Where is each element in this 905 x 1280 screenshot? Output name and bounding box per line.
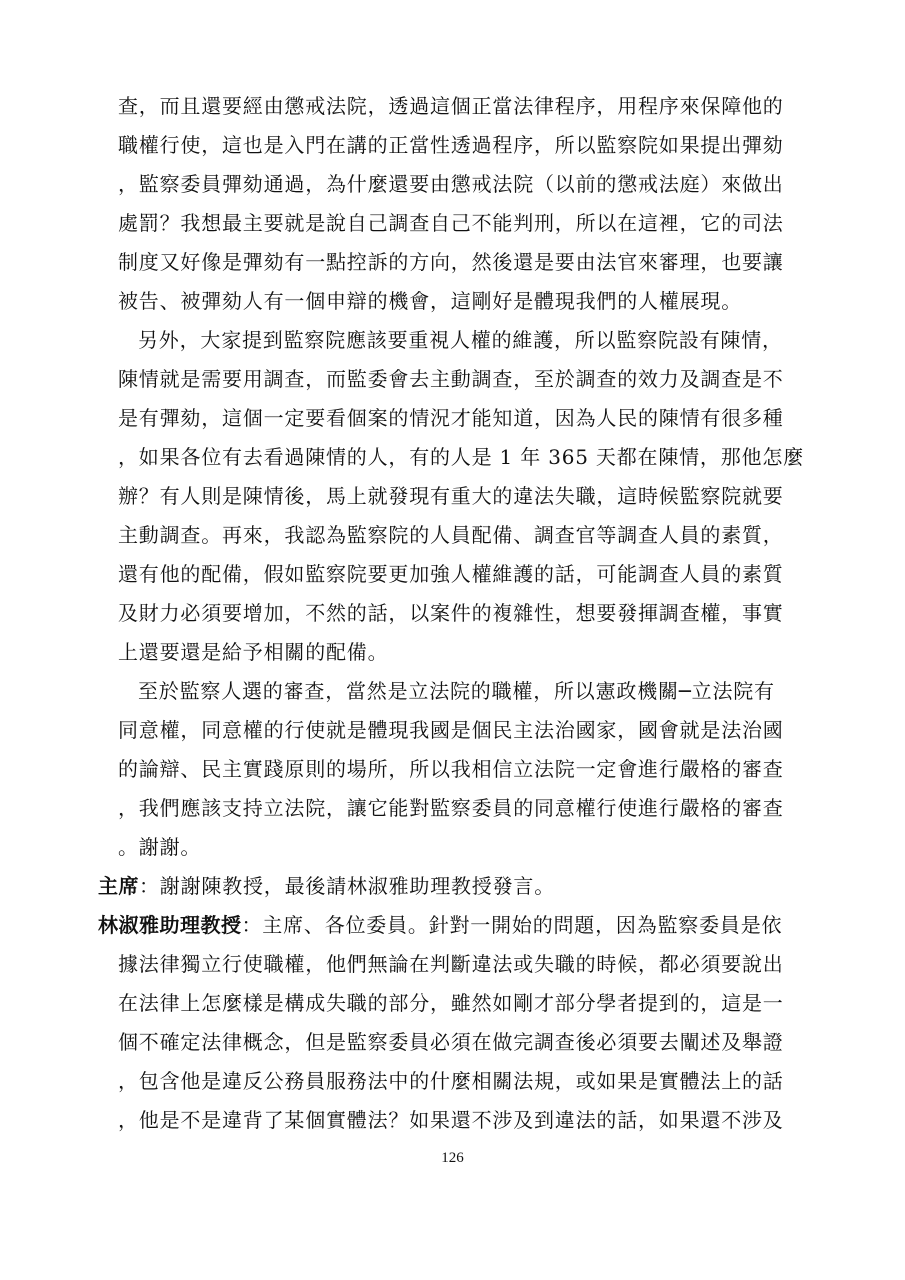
paragraph-line: 的論辯、民主實踐原則的場所，所以我相信立法院一定會進行嚴格的審查	[118, 757, 784, 781]
paragraph-line: 另外，大家提到監察院應該要重視人權的維護，所以監察院設有陳情，	[138, 328, 783, 352]
paragraph-line: 還有他的配備，假如監察院要更加強人權維護的話，可能調查人員的素質	[118, 562, 784, 586]
chair-turn	[98, 872, 555, 900]
paragraph-line: 處罰？我想最主要就是說自己調查自己不能判刑，所以在這裡，它的司法	[118, 211, 784, 235]
page-number: 126	[441, 1150, 464, 1166]
paragraph-line: ，如果各位有去看過陳情的人，有的人是 1 年 365 天都在陳情，那他怎麼	[118, 445, 804, 469]
paragraph-line: 至於監察人選的審查，當然是立法院的職權，所以憲政機關─立法院有	[138, 679, 775, 703]
paragraph-line: 在法律上怎麼樣是構成失職的部分，雖然如剛才部分學者提到的，這是一	[118, 991, 784, 1015]
speech-text: ：主席、各位委員。針對一開始的問題，因為監察委員是依	[241, 913, 783, 937]
paragraph-line: 陳情就是需要用調查，而監委會去主動調查，至於調查的效力及調查是不	[118, 367, 784, 391]
paragraph-line: 及財力必須要增加，不然的話，以案件的複雜性，想要發揮調查權，事實	[118, 601, 784, 625]
paragraph-line: 上還要還是給予相關的配備。	[118, 640, 389, 664]
paragraph-line: ，他是不是違背了某個實體法？如果還不涉及到違法的話，如果還不涉及	[118, 1108, 784, 1132]
speaker-name: 林淑雅助理教授	[98, 913, 242, 937]
lin-turn-first-line	[98, 911, 782, 939]
paragraph-line: ，監察委員彈劾通過，為什麼還要由懲戒法院（以前的懲戒法庭）來做出	[118, 172, 784, 196]
paragraph-line: 是有彈劾，這個一定要看個案的情況才能知道，因為人民的陳情有很多種	[118, 406, 784, 430]
paragraph-line: ，我們應該支持立法院，讓它能對監察委員的同意權行使進行嚴格的審查	[118, 796, 784, 820]
paragraph-line: 辦？有人則是陳情後，馬上就發現有重大的違法失職，這時候監察院就要	[118, 484, 784, 508]
paragraph-line: ，包含他是違反公務員服務法中的什麼相關法規，或如果是實體法上的話	[118, 1069, 784, 1093]
paragraph-line: 查，而且還要經由懲戒法院，透過這個正當法律程序，用程序來保障他的	[118, 94, 784, 118]
paragraph-line: 被告、被彈劾人有一個申辯的機會，這剛好是體現我們的人權展現。	[118, 289, 742, 313]
paragraph-line: 主動調查。再來，我認為監察院的人員配備、調查官等調查人員的素質，	[118, 523, 784, 547]
paragraph-line: 制度又好像是彈劾有一點控訴的方向，然後還是要由法官來審理，也要讓	[118, 250, 784, 274]
speech-text: ：謝謝陳教授，最後請林淑雅助理教授發言。	[139, 874, 555, 898]
paragraph-line: 同意權，同意權的行使就是體現我國是個民主法治國家，國會就是法治國	[118, 718, 784, 742]
speaker-name: 主席	[98, 874, 139, 898]
paragraph-line: 。謝謝。	[118, 835, 202, 859]
paragraph-line: 個不確定法律概念，但是監察委員必須在做完調查後必須要去闡述及舉證	[118, 1030, 784, 1054]
paragraph-line: 據法律獨立行使職權，他們無論在判斷違法或失職的時候，都必須要說出	[118, 952, 784, 976]
paragraph-line: 職權行使，這也是入門在講的正當性透過程序，所以監察院如果提出彈劾	[118, 133, 784, 157]
